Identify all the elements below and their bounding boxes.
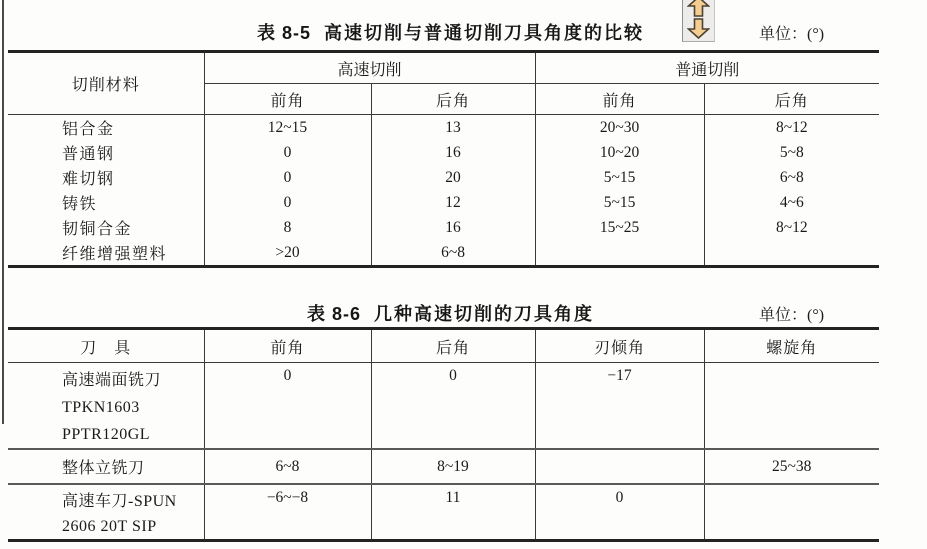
cell-value: 13 (371, 115, 535, 141)
cell-value: 8~12 (704, 215, 879, 240)
table-8-6 (8, 327, 879, 542)
table-8-5-number: 表 8-5 (257, 23, 312, 43)
table-8-6-caption: 几种高速切削的刀具角度 (374, 304, 595, 324)
header-cell-rake-angle: 前角 (204, 329, 371, 363)
cell-value: 12~15 (204, 115, 371, 141)
cell-tool-name (8, 363, 204, 450)
cell-value: 8~12 (704, 115, 879, 141)
cell-value: 5~8 (704, 140, 879, 165)
up-arrow-icon (689, 0, 709, 16)
table-row (8, 165, 879, 190)
cell-material: 韧铜合金 (62, 221, 133, 238)
cell-value: 16 (371, 140, 535, 165)
table-8-5-caption: 高速切削与普通切削刀具角度的比较 (324, 23, 645, 43)
cell-value: >20 (204, 240, 371, 267)
header-cell-highspeed-cutting: 高速切削 (204, 52, 535, 84)
tool-name-line: 高速车刀-SPUN (62, 493, 177, 510)
tool-name-line: TPKN1603 (62, 399, 140, 416)
table-row (8, 215, 879, 240)
cell-value: 6~8 (371, 240, 535, 267)
cell-value: 10~20 (535, 140, 704, 165)
browse-buttons-panel (682, 0, 715, 42)
cell-value: 11 (371, 484, 535, 541)
table-8-6-unit-label: 单位：(°) (759, 307, 825, 324)
cell-value: 0 (204, 190, 371, 215)
header-cell-clearance-angle: 后角 (371, 329, 535, 363)
cell-value: 0 (204, 363, 371, 450)
cell-value: 0 (535, 484, 704, 541)
cell-value (535, 240, 704, 267)
header-cell-helix-angle: 螺旋角 (704, 329, 879, 363)
table-row (8, 140, 879, 165)
cell-value: 8 (204, 215, 371, 240)
cell-value (704, 484, 879, 541)
table-8-6-header-row (8, 329, 879, 363)
cell-tool-name: 整体立铣刀 (8, 449, 204, 484)
cell-tool-name (8, 484, 204, 541)
cell-value: 25~38 (704, 449, 879, 484)
cell-value (704, 240, 879, 267)
header-cell-clearance-angle-1: 后角 (371, 84, 535, 115)
cell-material: 纤维增强塑料 (62, 246, 168, 263)
cell-material: 铸铁 (62, 196, 98, 213)
table-row (8, 240, 879, 267)
table-row (8, 363, 879, 450)
header-cell-material: 切削材料 (8, 52, 204, 115)
table-8-6-title (307, 300, 594, 326)
page-edge-line (2, 0, 4, 424)
header-cell-ordinary-cutting: 普通切削 (535, 52, 879, 84)
cell-material: 难切钢 (62, 171, 115, 188)
cell-value (535, 449, 704, 484)
cell-value: −17 (535, 363, 704, 450)
cell-value: 20 (371, 165, 535, 190)
cell-value: 16 (371, 215, 535, 240)
cell-value (704, 363, 879, 450)
cell-value: 12 (371, 190, 535, 215)
header-cell-rake-angle-1: 前角 (204, 84, 371, 115)
table-8-5-unit-label: 单位：(°) (759, 26, 825, 43)
cell-value: 6~8 (704, 165, 879, 190)
browse-up-button[interactable] (687, 0, 710, 17)
browse-down-button[interactable] (687, 18, 710, 39)
down-arrow-icon (689, 19, 709, 38)
table-8-5-group-header-row (8, 52, 879, 84)
table-row (8, 484, 879, 541)
cell-material: 普通钢 (62, 146, 115, 163)
table-8-5 (8, 50, 879, 268)
tool-name-line: PPTR120GL (62, 426, 151, 443)
cell-value: 0 (371, 363, 535, 450)
tool-name-line: 2606 20T SIP (62, 518, 157, 535)
cell-value: 4~6 (704, 190, 879, 215)
cell-value: 8~19 (371, 449, 535, 484)
cell-value: 5~15 (535, 190, 704, 215)
cell-value: 15~25 (535, 215, 704, 240)
tool-name-line: 高速端面铣刀 (62, 372, 162, 389)
header-cell-tool: 刀 具 (8, 329, 204, 363)
cell-value: 20~30 (535, 115, 704, 141)
cell-value: 0 (204, 165, 371, 190)
table-8-5-title (257, 19, 644, 45)
cell-value: −6~−8 (204, 484, 371, 541)
cell-material: 铝合金 (62, 121, 115, 138)
cell-value: 0 (204, 140, 371, 165)
cell-value: 6~8 (204, 449, 371, 484)
cell-value: 5~15 (535, 165, 704, 190)
header-cell-clearance-angle-2: 后角 (704, 84, 879, 115)
table-row (8, 115, 879, 141)
header-cell-rake-angle-2: 前角 (535, 84, 704, 115)
header-cell-inclination-angle: 刃倾角 (535, 329, 704, 363)
table-row (8, 190, 879, 215)
table-8-6-number: 表 8-6 (307, 304, 362, 324)
table-row (8, 449, 879, 484)
